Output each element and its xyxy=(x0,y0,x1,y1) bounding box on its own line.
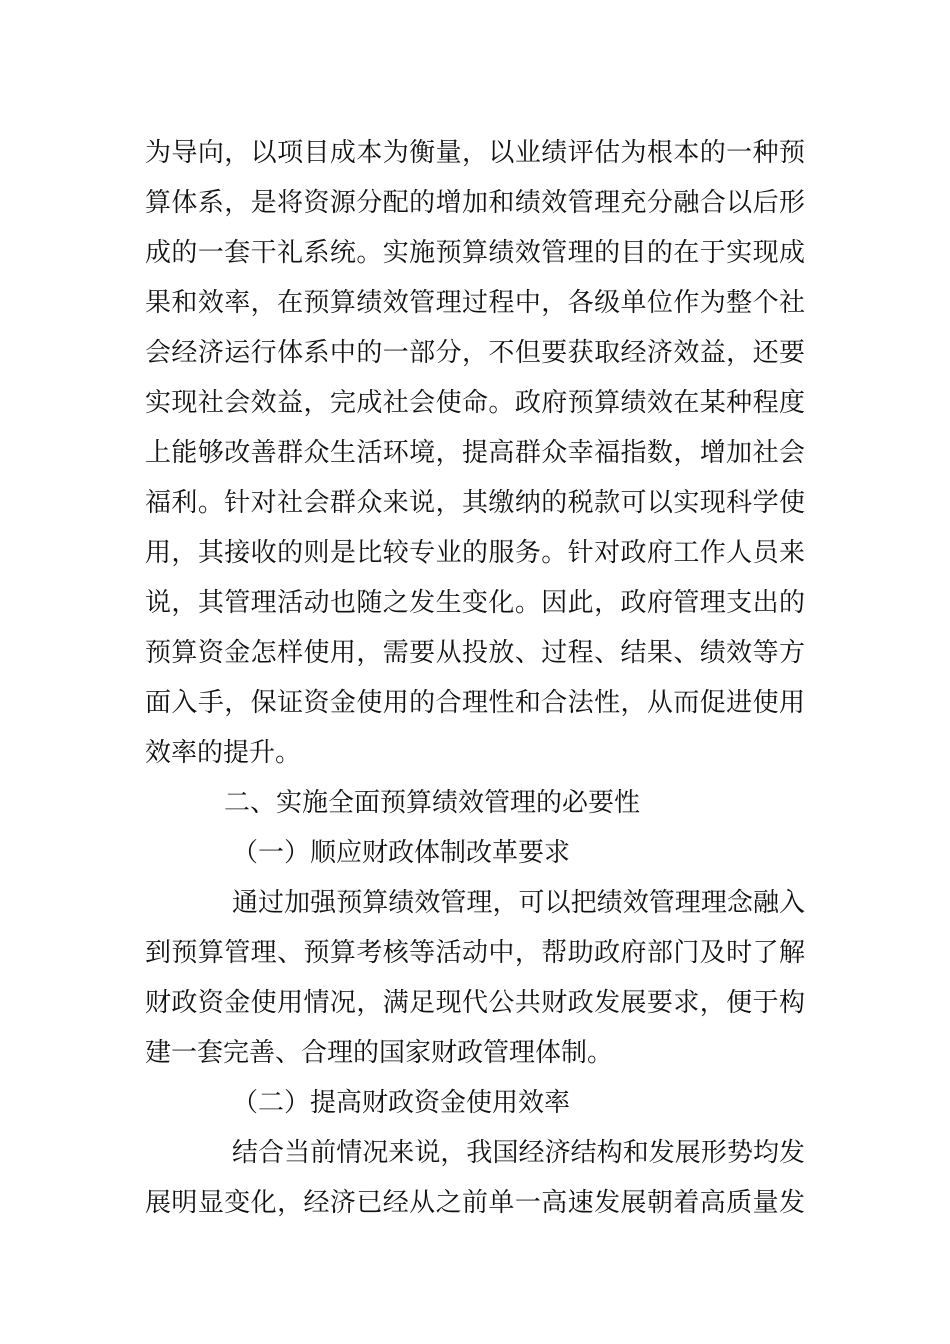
subsection-heading: （一）顺应财政体制改革要求 xyxy=(232,838,571,868)
paragraph-line: 用，其接收的则是比较专业的服务。针对政府工作人员来 xyxy=(145,538,805,568)
paragraph-line: 面入手，保证资金使用的合理性和合法性，从而促进使用 xyxy=(145,688,805,718)
subsection-heading: （二）提高财政资金使用效率 xyxy=(232,1088,571,1118)
paragraph-line: 预算资金怎样使用，需要从投放、过程、结果、绩效等方 xyxy=(145,638,805,668)
paragraph-line: 福利。针对社会群众来说，其缴纳的税款可以实现科学使 xyxy=(145,488,805,518)
paragraph-line: 算体系，是将资源分配的增加和绩效管理充分融合以后形 xyxy=(145,188,805,218)
paragraph-first-line: 结合当前情况来说，我国经济结构和发展形势均发 xyxy=(232,1138,805,1168)
paragraph-first-line: 通过加强预算绩效管理，可以把绩效管理理念融入 xyxy=(232,888,805,918)
paragraph-line: 实现社会效益，完成社会使命。政府预算绩效在某种程度 xyxy=(145,388,805,418)
paragraph-line-last: 效率的提升。 xyxy=(145,738,302,768)
paragraph-line: 为导向，以项目成本为衡量，以业绩评估为根本的一种预 xyxy=(145,138,805,168)
section-heading: 二、实施全面预算绩效管理的必要性 xyxy=(224,788,641,818)
paragraph-line: 说，其管理活动也随之发生变化。因此，政府管理支出的 xyxy=(145,588,805,618)
paragraph-line: 展明显变化，经济已经从之前单一高速发展朝着高质量发 xyxy=(145,1188,805,1218)
paragraph-line-last: 建一套完善、合理的国家财政管理体制。 xyxy=(145,1038,614,1068)
paragraph-line: 上能够改善群众生活环境，提高群众幸福指数，增加社会 xyxy=(145,438,805,468)
paragraph-line: 果和效率，在预算绩效管理过程中，各级单位作为整个社 xyxy=(145,288,805,318)
paragraph-line: 到预算管理、预算考核等活动中，帮助政府部门及时了解 xyxy=(145,938,805,968)
paragraph-line: 会经济运行体系中的一部分，不但要获取经济效益，还要 xyxy=(145,338,805,368)
paragraph-line: 财政资金使用情况，满足现代公共财政发展要求，便于构 xyxy=(145,988,805,1018)
paragraph-line: 成的一套干礼系统。实施预算绩效管理的目的在于实现成 xyxy=(145,238,805,268)
